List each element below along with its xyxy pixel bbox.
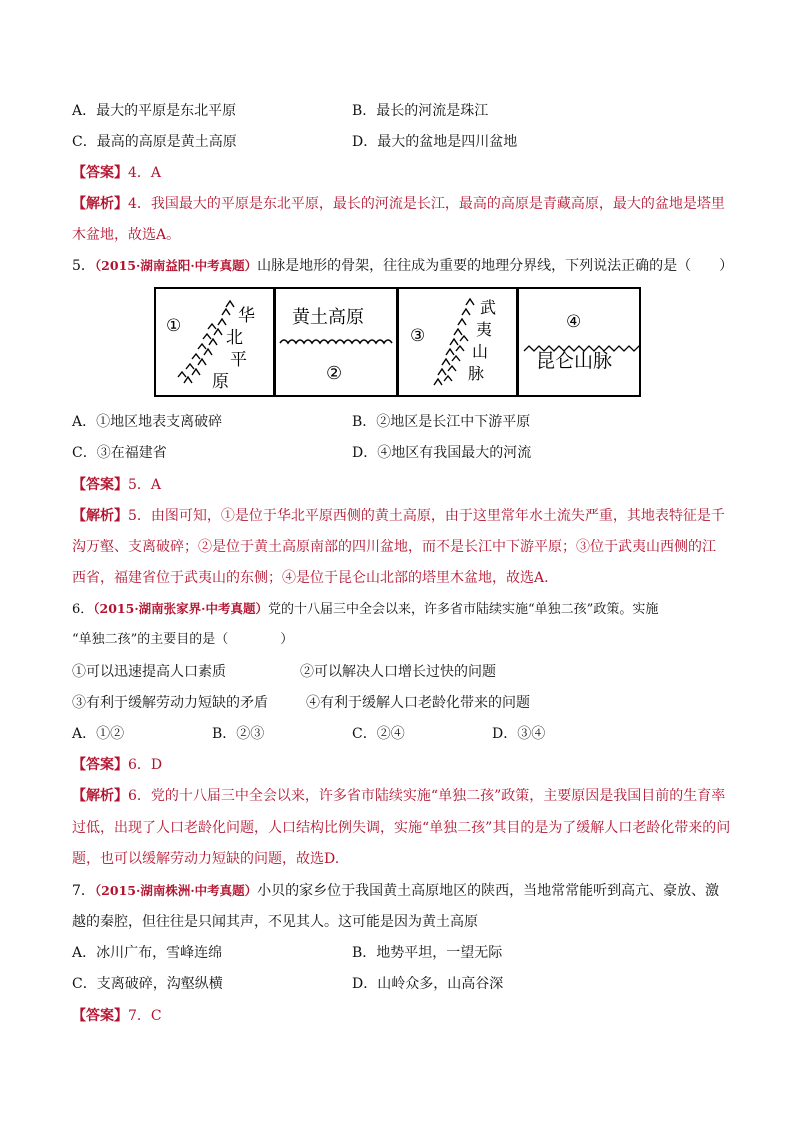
- panel-1-label-2: 北: [226, 328, 243, 348]
- panel-2-number: ②: [326, 363, 343, 384]
- q5-option-b: B．②地区是长江中下游平原: [352, 414, 531, 430]
- source-tag: （2015·湖南株洲·中考真题）: [94, 883, 258, 898]
- q6-option-b: B．②③: [212, 726, 265, 742]
- q6-item-4: ④有利于缓解人口老龄化带来的问题: [306, 695, 530, 711]
- q4-option-c: C．最高的高原是黄土高原: [72, 134, 237, 150]
- q4-explanation-1: [72, 194, 725, 214]
- q7-option-a: A．冰川广布，雪峰连绵: [72, 945, 223, 961]
- q5-explanation-3: 西省，福建省位于武夷山的东侧；④是位于昆仑山北部的塔里木盆地，故选A.: [72, 570, 549, 586]
- question-number: 5．: [72, 258, 95, 274]
- q4-answer: [72, 163, 161, 183]
- panel-1-label-3: 平: [230, 350, 247, 370]
- q5-option-c: C．③在福建省: [72, 445, 167, 461]
- q6-explanation-3: 题，也可以缓解劳动力短缺的问题，故选D.: [72, 851, 340, 867]
- q6-option-d: D．③④: [492, 726, 546, 742]
- panel-4-number: ④: [566, 312, 582, 332]
- q7-stem-2: 越的秦腔，但往往是只闻其声，不见其人。这可能是因为黄土高原: [72, 914, 478, 930]
- answer-value: 4．A: [128, 165, 162, 181]
- answer-value: 7．C: [128, 1008, 162, 1024]
- q4-option-a: A．最大的平原是东北平原: [72, 103, 237, 119]
- q7-option-d: D．山岭众多，山高谷深: [352, 976, 504, 992]
- q5-stem: [72, 256, 733, 276]
- panel-3-label-2: 夷: [476, 320, 493, 339]
- q7-stem-1: [72, 881, 719, 901]
- explanation-text: 4．我国最大的平原是东北平原，最长的河流是长江，最高的高原是青藏高原，最大的盆地是塔里: [128, 196, 725, 212]
- q4-option-d: D．最大的盆地是四川盆地: [352, 134, 518, 150]
- q5-answer: [72, 475, 161, 495]
- panel-2-title: 黄土高原: [292, 307, 364, 328]
- panel-3-number: ③: [410, 326, 426, 346]
- explanation-label: 【解析】: [72, 788, 128, 804]
- answer-label: 【答案】: [72, 165, 128, 181]
- answer-label: 【答案】: [72, 1008, 128, 1024]
- q7-option-c: C．支离破碎，沟壑纵横: [72, 976, 223, 992]
- q5-option-d: D．④地区有我国最大的河流: [352, 445, 532, 461]
- q6-answer: [72, 755, 162, 775]
- q4-option-b: B．最长的河流是珠江: [352, 103, 489, 119]
- question-number: 6．: [72, 602, 94, 617]
- answer-value: 6．D: [128, 757, 163, 773]
- q6-option-a: A．①②: [72, 726, 125, 742]
- q6-stem-2: “单独二孩”的主要目的是（ ）: [72, 632, 294, 647]
- q7-option-b: B．地势平坦，一望无际: [352, 945, 503, 961]
- explanation-text: 5．由图可知，①是位于华北平原西侧的黄土高原，由于这里常年水土流失严重，其地表特征是千: [128, 508, 725, 524]
- q4-explanation-2: 木盆地，故选A。: [72, 227, 181, 243]
- source-tag: （2015·湖南张家界·中考真题）: [93, 601, 269, 616]
- question-text: 党的十八届三中全会以来，许多省市陆续实施“单独二孩”政策。实施: [268, 602, 659, 617]
- question-number: 7．: [72, 883, 95, 899]
- q6-item-2: ②可以解决人口增长过快的问题: [300, 664, 496, 680]
- q7-answer: [72, 1006, 162, 1026]
- explanation-label: 【解析】: [72, 508, 128, 524]
- terrain-figure: [154, 287, 641, 397]
- panel-3-label-1: 武: [480, 298, 497, 317]
- q6-explanation-1: [72, 786, 725, 806]
- panel-1-label-4: 原: [212, 372, 229, 392]
- panel-3-label-3: 山: [472, 342, 489, 361]
- q6-item-3: ③有利于缓解劳动力短缺的矛盾: [72, 695, 268, 711]
- source-tag: （2015·湖南益阳·中考真题）: [94, 258, 258, 273]
- q6-item-1: ①可以迅速提高人口素质: [72, 664, 226, 680]
- panel-1-number: ①: [166, 316, 182, 336]
- panel-4-label: 昆仑山脉: [536, 350, 613, 372]
- answer-label: 【答案】: [72, 757, 128, 773]
- answer-label: 【答案】: [72, 477, 128, 493]
- q6-explanation-2: 过低，出现了人口老龄化问题，人口结构比例失调，实施“单独二孩”其目的是为了缓解人口老龄化带来的问: [72, 820, 731, 836]
- q6-stem-1: [72, 599, 658, 619]
- answer-value: 5．A: [128, 477, 162, 493]
- explanation-text: 6．党的十八届三中全会以来，许多省市陆续实施“单独二孩”政策，主要原因是我国目前的生育率: [128, 788, 726, 804]
- question-text: 小贝的家乡位于我国黄土高原地区的陕西，当地常常能听到高亢、豪放、激: [257, 883, 720, 899]
- panel-1-label-1: 华: [238, 306, 255, 326]
- panel-3-label-4: 脉: [468, 364, 485, 383]
- q5-explanation-2: 沟万壑、支离破碎；②是位于黄土高原南部的四川盆地，而不是长江中下游平原；③位于武夷山西侧的江: [72, 539, 716, 555]
- q5-option-a: A．①地区地表支离破碎: [72, 414, 223, 430]
- panel-4-frame: [518, 288, 640, 396]
- q6-option-c: C．②④: [352, 726, 405, 742]
- q5-explanation-1: [72, 506, 725, 526]
- explanation-label: 【解析】: [72, 196, 128, 212]
- question-text: 山脉是地形的骨架，往往成为重要的地理分界线，下列说法正确的是（ ）: [257, 258, 734, 274]
